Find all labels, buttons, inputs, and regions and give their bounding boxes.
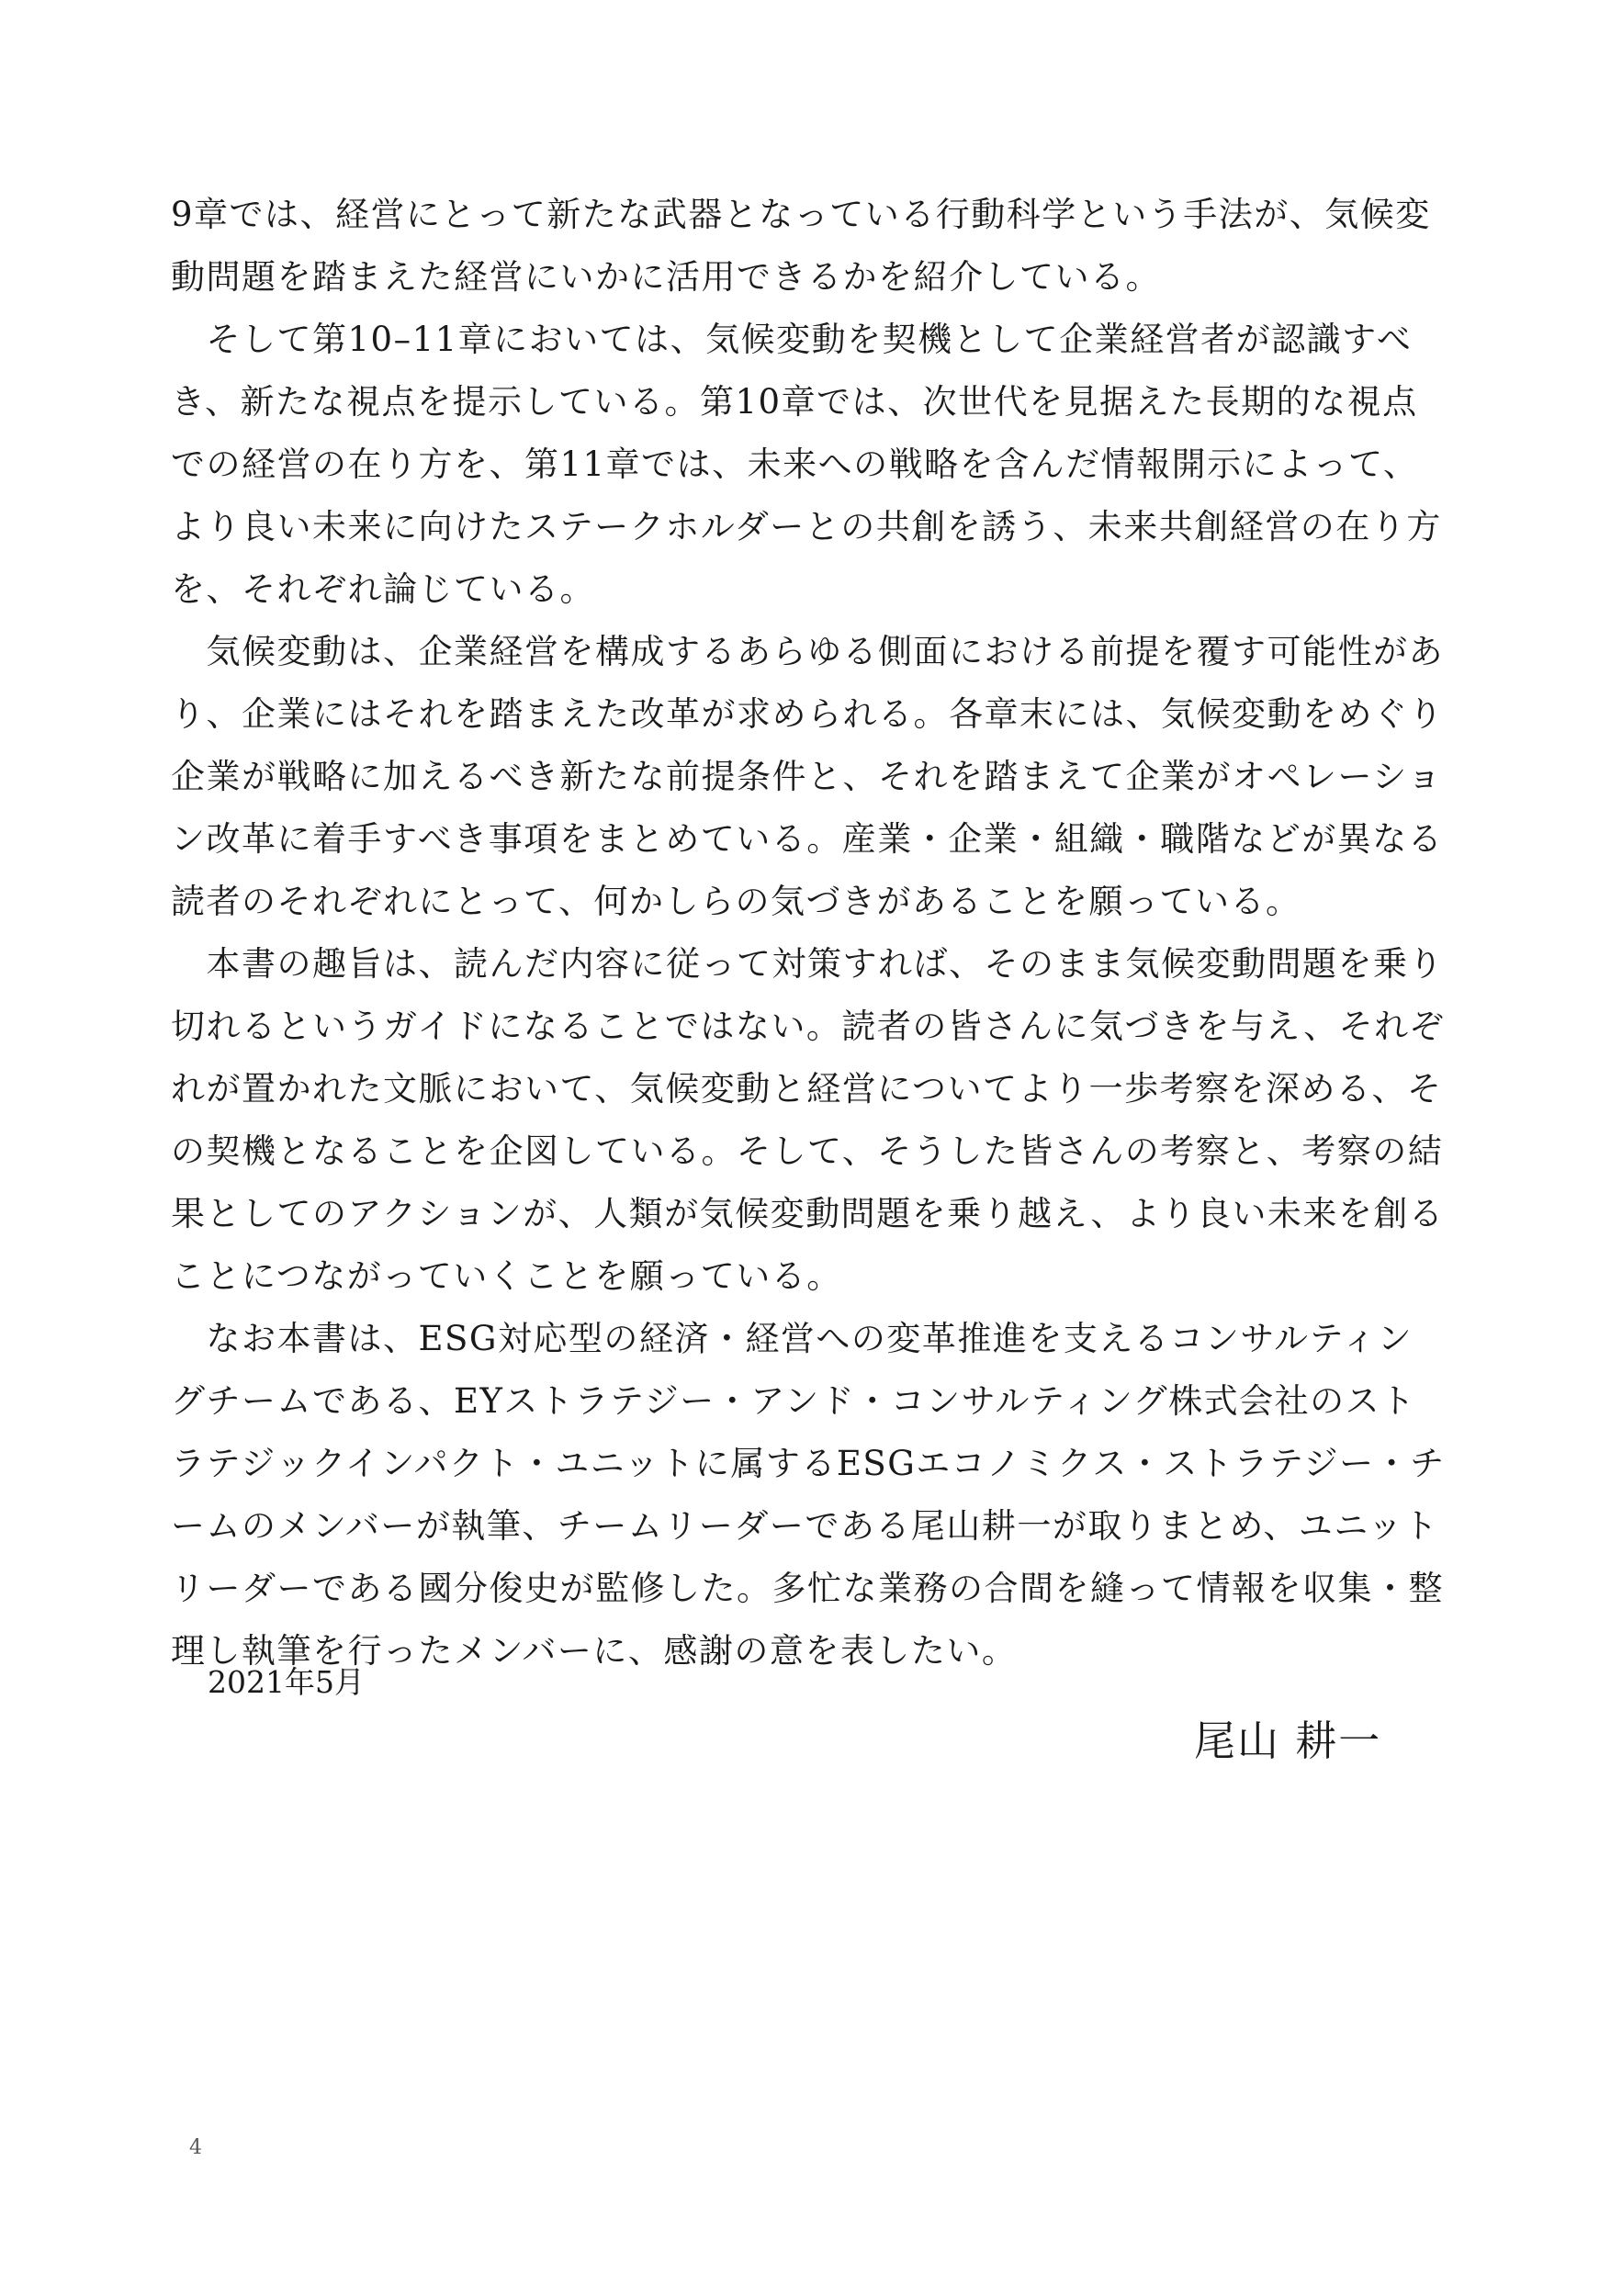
text-line: り、企業にはそれを踏まえた改革が求められる。各章末には、気候変動をめぐり (171, 694, 1444, 734)
text-line: 果としてのアクションが、人類が気候変動問題を乗り越え、より良い未来を創る (171, 1194, 1445, 1233)
text-line: 理し執筆を行ったメンバーに、感謝の意を表したい。 (171, 1631, 1018, 1671)
text-line: 企業が戦略に加えるべき新たな前提条件と、それを踏まえて企業がオペレーショ (171, 757, 1443, 796)
text-line: の契機となることを企図している。そして、そうした皆さんの考察と、考察の結 (171, 1131, 1444, 1171)
text-line: き、新たな視点を提示している。第10章では、次世代を見据えた長期的な視点 (171, 382, 1418, 422)
text-line: 切れるというガイドになることではない。読者の皆さんに気づきを与え、それぞ (171, 1007, 1446, 1046)
date: 2021年5月 (208, 1664, 365, 1700)
text-line: グチームである、EYストラテジー・アンド・コンサルティング株式会社のスト (171, 1381, 1416, 1421)
text-line: そして第10–11章においては、気候変動を契機として企業経営者が認識すべ (171, 320, 1413, 359)
body-text (171, 184, 1446, 1683)
text-line: ラテジックインパクト・ユニットに属するESGエコノミクス・ストラテジー・チ (171, 1444, 1446, 1483)
text-line: より良い未来に向けたステークホルダーとの共創を誘う、未来共創経営の在り方 (171, 507, 1442, 546)
text-line: 読者のそれぞれにとって、何かしらの気づきがあることを願っている。 (171, 882, 1301, 921)
text-line: での経営の在り方を、第11章では、未来への戦略を含んだ情報開示によって、 (171, 445, 1419, 484)
text-line: リーダーである國分俊史が監修した。多忙な業務の合間を縫って情報を収集・整 (171, 1569, 1444, 1608)
author-signature: 尾山 耕一 (1194, 1716, 1382, 1765)
text-line: 気候変動は、企業経営を構成するあらゆる側面における前提を覆す可能性があ (171, 632, 1444, 671)
text-line: れが置かれた文脈において、気候変動と経営についてより一歩考察を深める、そ (171, 1069, 1443, 1109)
text-line: を、それぞれ論じている。 (171, 569, 595, 609)
text-line: ームのメンバーが執筆、チームリーダーである尾山耕一が取りまとめ、ユニット (171, 1506, 1439, 1546)
text-line: 動問題を踏まえた経営にいかに活用できるかを紹介している。 (171, 257, 1161, 297)
text-line: 9章では、経営にとって新たな武器となっている行動科学という手法が、気候変 (171, 195, 1431, 234)
page-number: 4 (189, 2136, 202, 2159)
text-line: ン改革に着手すべき事項をまとめている。産業・企業・組織・職階などが異なる (171, 819, 1444, 859)
text-line: 本書の趣旨は、読んだ内容に従って対策すれば、そのまま気候変動問題を乗り (171, 944, 1444, 984)
text-line: なお本書は、ESG対応型の経済・経営への変革推進を支えるコンサルティン (171, 1319, 1414, 1358)
text-line: ことにつながっていくことを願っている。 (171, 1256, 842, 1296)
